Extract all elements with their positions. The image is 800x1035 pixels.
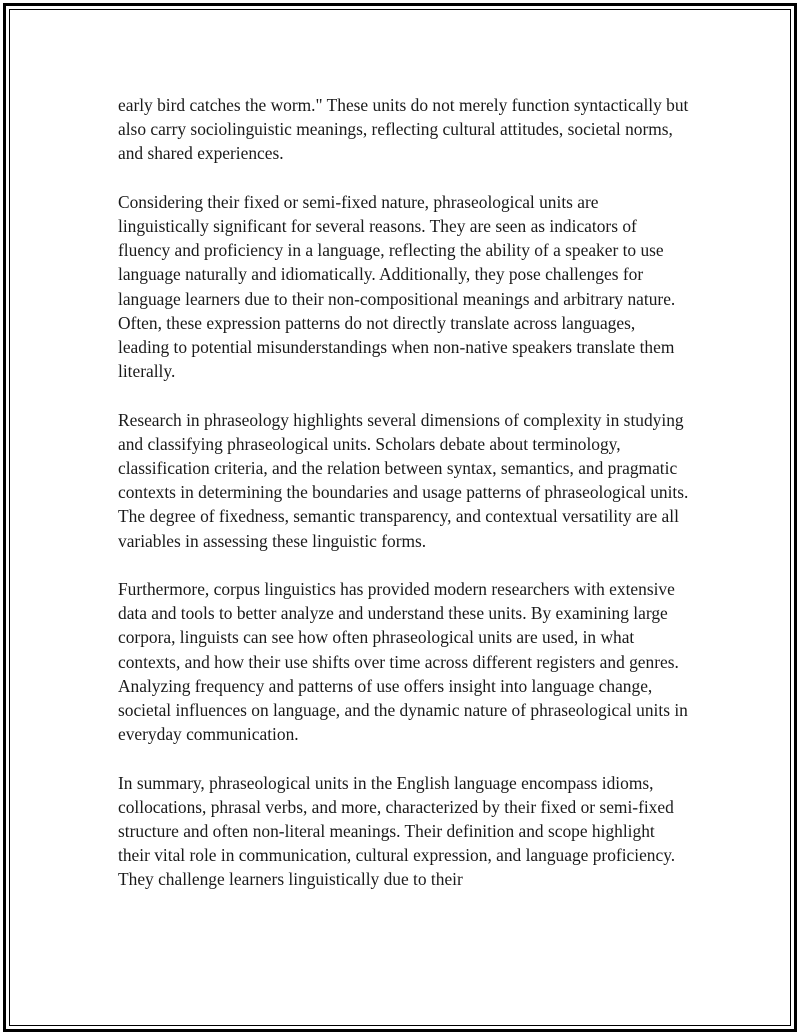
paragraph: Furthermore, corpus linguistics has provided modern researchers with extensive data and tools to better analyze and understand these units. By examining large corpora, linguists can see how often phraseological units are used, in what contexts, and how their use shifts over time across different registers and genres. Analyzing frequency and patterns of use offers insight into language change, societal influences on language, and the dynamic nature of phraseological units in everyday communication. [118,579,688,745]
paragraph: early bird catches the worm." These units do not merely function syntactically but also carry sociolinguistic meanings, reflecting cultural attitudes, societal norms, and shared experiences. [118,95,689,164]
paragraph: In summary, phraseological units in the English language encompass idioms, collocations, phrasal verbs, and more, characterized by their fixed or semi-fixed structure and often non-literal meanings. Their definition and scope highlight their vital role in communication, cultural expression, and language proficiency. They challenge learners linguistically due to their [118,772,676,890]
document-body [118,93,690,892]
paragraph: Considering their fixed or semi-fixed nature, phraseological units are linguistically significant for several reasons. They are seen as indicators of fluency and proficiency in a language, reflecting the ability of a speaker to use language naturally and idiomatically. Additionally, they pose challenges for language learners due to their non-compositional meanings and arbitrary nature. Often, these expression patterns do not directly translate across languages, leading to potential misunderstandings when non-native speakers translate them literally. [118,191,676,382]
paragraph: Research in phraseology highlights several dimensions of complexity in studying and classifying phraseological units. Scholars debate about terminology, classification criteria, and the relation between syntax, semantics, and pragmatic contexts in determining the boundaries and usage patterns of phraseological units. The degree of fixedness, semantic transparency, and contextual versatility are all variables in assessing these linguistic forms. [118,409,689,551]
